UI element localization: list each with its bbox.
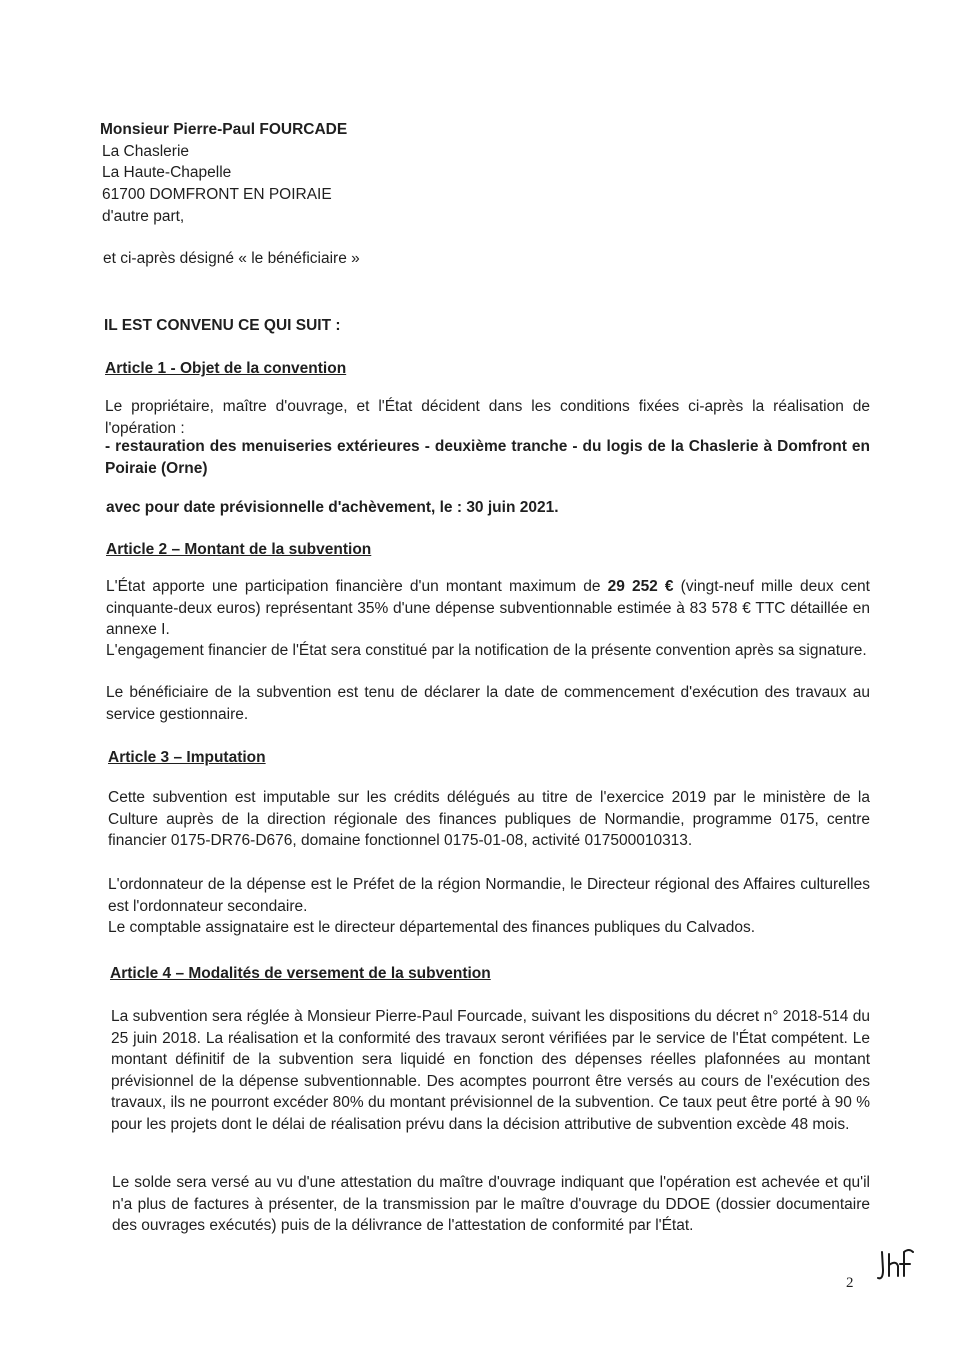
address-line-2: La Haute-Chapelle (102, 164, 232, 181)
article-3-paragraph-2: L'ordonnateur de la dépense est le Préfet de la région Normandie, le Directeur régional des Affaires culturelles est l'ordonnateur secondaire. (108, 876, 870, 915)
article-2-text-after: (vingt-neuf mille deux cent cinquante-deux euros) représentant 35% d'une dépense subventionnable estimée à 83 578 € TTC détaillée en annexe I. (106, 578, 870, 638)
article-1-title: Article 1 - Objet de la convention (105, 360, 347, 377)
article-1-intro: Le propriétaire, maître d'ouvrage, et l'État décident dans les conditions fixées ci-après la réalisation de l'opération : (105, 398, 870, 437)
beneficiary-designation: et ci-après désigné « le bénéficiaire » (103, 250, 360, 267)
article-4-paragraph-2: Le solde sera versé au vu d'une attestation du maître d'ouvrage indiquant que l'opération est achevée et qu'il n'a plus de factures à présenter, de la transmission par le maître d'ouvrage du DDOE (dossier documentaire des ouvrages exécutés) puis de la délivrance de l'attestation de conformité par l'État. (112, 1174, 870, 1234)
article-2-text-before: L'État apporte une participation financière d'un montant maximum de (106, 578, 608, 595)
address-line-3: 61700 DOMFRONT EN POIRAIE (102, 186, 332, 203)
initials-signature (876, 1246, 916, 1286)
page-number: 2 (846, 1275, 854, 1291)
article-2-paragraph-1 (106, 576, 870, 641)
article-1-completion: avec pour date prévisionnelle d'achèvement, le : 30 juin 2021. (106, 499, 559, 516)
article-3-title: Article 3 – Imputation (108, 749, 266, 766)
other-party-text: d'autre part, (102, 208, 185, 225)
article-3-paragraph-1: Cette subvention est imputable sur les crédits délégués au titre de l'exercice 2019 par le ministère de la Culture auprès de la direction régionale des finances publiques de Normandie, programme 0175, centre financier 0175-DR76-D676, domaine fonctionnel 0175-01-08, activité 017500010313. (108, 789, 870, 849)
article-3-paragraph-3: Le comptable assignataire est le directeur départemental des finances publiques du Calvados. (108, 919, 756, 936)
article-2-title: Article 2 – Montant de la subvention (106, 541, 372, 558)
article-2-paragraph-2: L'engagement financier de l'État sera constitué par la notification de la présente convention après sa signature. (106, 642, 867, 659)
agreement-heading: IL EST CONVENU CE QUI SUIT : (104, 317, 341, 334)
subsidy-amount: 29 252 € (607, 578, 674, 595)
address-line-1: La Chaslerie (102, 143, 190, 160)
article-1-operation: - restauration des menuiseries extérieures - deuxième tranche - du logis de la Chaslerie à Domfront en Poiraie (Orne) (105, 438, 870, 477)
article-4-title: Article 4 – Modalités de versement de la subvention (110, 965, 491, 982)
article-2-paragraph-3: Le bénéficiaire de la subvention est tenu de déclarer la date de commencement d'exécution des travaux au service gestionnaire. (106, 684, 870, 723)
recipient-name: Monsieur Pierre-Paul FOURCADE (100, 121, 348, 138)
article-4-paragraph-1: La subvention sera réglée à Monsieur Pierre-Paul Fourcade, suivant les dispositions du décret n° 2018-514 du 25 juin 2018. La réalisation et la conformité des travaux seront vérifiées par le service de l'État compétent. Le montant définitif de la subvention sera liquidé en fonction des dépenses réelles plafonnées au montant prévisionnel de la dépense subventionnable. Des acomptes pourront être versés au cours de l'exécution des travaux, ils ne pourront excéder 80% du montant prévisionnel de la subvention. Ce taux peut être porté à 90 % pour les projets dont le délai de réalisation prévu dans la décision attributive de subvention excède 48 mois. (111, 1008, 870, 1133)
